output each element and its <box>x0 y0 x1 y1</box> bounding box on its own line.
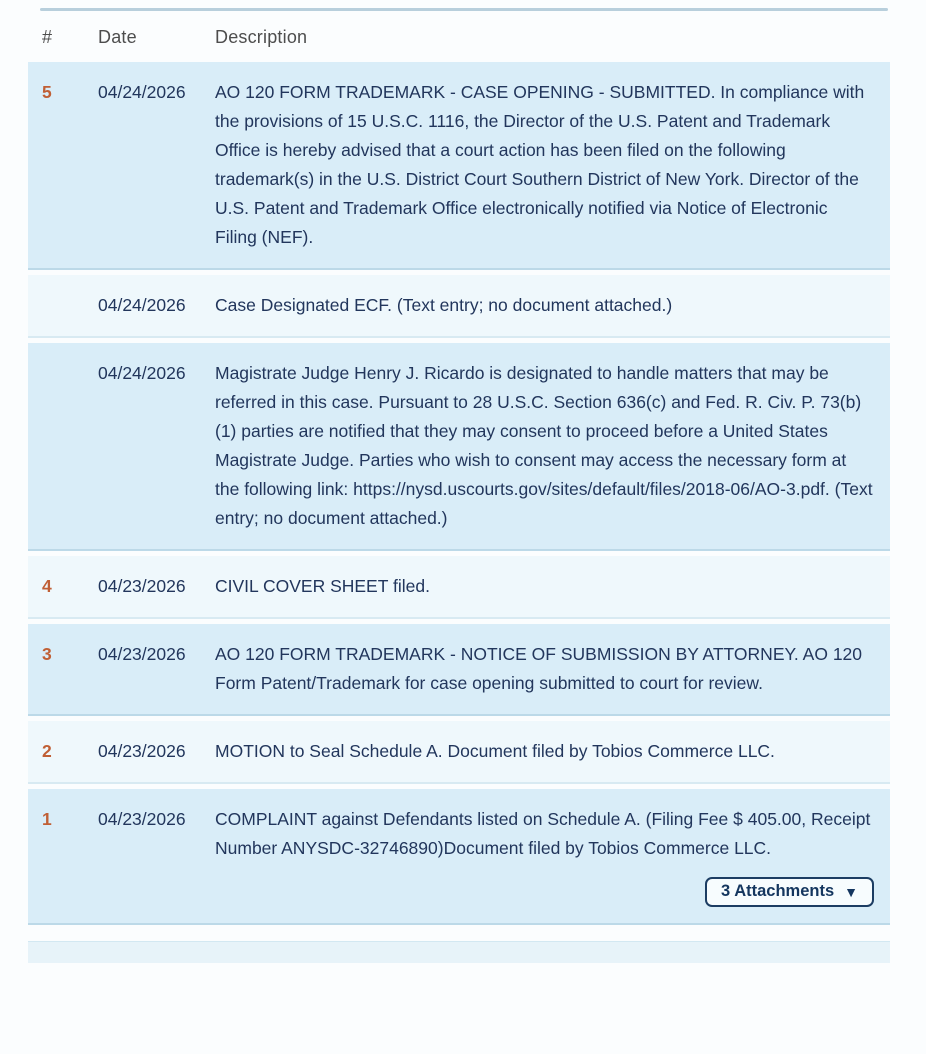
docket-row <box>28 721 890 784</box>
entry-date: 04/24/2026 <box>98 363 186 383</box>
attachments-button-row <box>215 877 874 907</box>
docket-page <box>0 8 926 1054</box>
attachments-button-label: 3 Attachments <box>721 882 835 900</box>
entry-number: 5 <box>42 82 52 102</box>
docket-row <box>28 624 890 716</box>
entry-description: AO 120 FORM TRADEMARK - CASE OPENING - SUBMITTED. In compliance with the provisions of 15 U.S.C. 1116, the Director of the U.S. Patent and Trademark Office is hereby advised that a court action has been filed on the following trademark(s) in the U.S. District Court Southern District of New York. Director of the U.S. Patent and Trademark Office electronically notified via Notice of Electronic Filing (NEF). <box>215 82 865 247</box>
entry-number <box>40 291 86 320</box>
entry-number: 4 <box>42 576 52 596</box>
entry-date: 04/24/2026 <box>98 295 186 315</box>
entry-description-cell <box>215 737 874 766</box>
entry-description-cell <box>215 291 874 320</box>
entry-description-cell <box>215 359 874 533</box>
entry-description: AO 120 FORM TRADEMARK - NOTICE OF SUBMISSION BY ATTORNEY. AO 120 Form Patent/Trademark for case opening submitted to court for review. <box>215 644 863 693</box>
entry-number: 3 <box>42 644 52 664</box>
docket-row <box>28 556 890 619</box>
entry-description-cell <box>215 805 874 907</box>
next-row-peek <box>28 941 890 963</box>
entry-description-cell <box>215 78 874 252</box>
chevron-down-icon: ▼ <box>844 883 858 900</box>
entry-date: 04/23/2026 <box>98 809 186 829</box>
column-header-description: Description <box>215 27 308 47</box>
entry-description: Magistrate Judge Henry J. Ricardo is designated to handle matters that may be referred in this case. Pursuant to 28 U.S.C. Section 636(c) and Fed. R. Civ. P. 73(b)(1) parties are notified that they may consent to proceed before a United States Magistrate Judge. Parties who wish to consent may access the necessary form at the following link: https://nysd.uscourts.gov/sites/default/files/2018-06/AO-3.pdf. (Text entry; no document attached.) <box>215 363 873 528</box>
docket-row <box>28 343 890 551</box>
table-header <box>28 11 890 62</box>
docket-rows <box>28 62 890 925</box>
docket-row <box>28 789 890 925</box>
docket-row <box>28 275 890 338</box>
attachments-button[interactable] <box>705 877 874 907</box>
entry-description: COMPLAINT against Defendants listed on Schedule A. (Filing Fee $ 405.00, Receipt Number ANYSDC-32746890)Document filed by Tobios Commerce LLC. <box>215 809 871 858</box>
docket-table <box>28 11 890 925</box>
column-header-number: # <box>42 27 53 47</box>
entry-number <box>40 359 86 533</box>
docket-row <box>28 62 890 270</box>
entry-date: 04/23/2026 <box>98 741 186 761</box>
column-header-date: Date <box>98 27 137 47</box>
entry-date: 04/24/2026 <box>98 82 186 102</box>
entry-date: 04/23/2026 <box>98 576 186 596</box>
entry-description: Case Designated ECF. (Text entry; no document attached.) <box>215 295 673 315</box>
entry-description-cell <box>215 640 874 698</box>
entry-description-cell <box>215 572 874 601</box>
entry-description: CIVIL COVER SHEET filed. <box>215 576 430 596</box>
entry-number: 1 <box>42 809 52 829</box>
entry-description: MOTION to Seal Schedule A. Document filed by Tobios Commerce LLC. <box>215 741 775 761</box>
entry-number: 2 <box>42 741 52 761</box>
entry-date: 04/23/2026 <box>98 644 186 664</box>
